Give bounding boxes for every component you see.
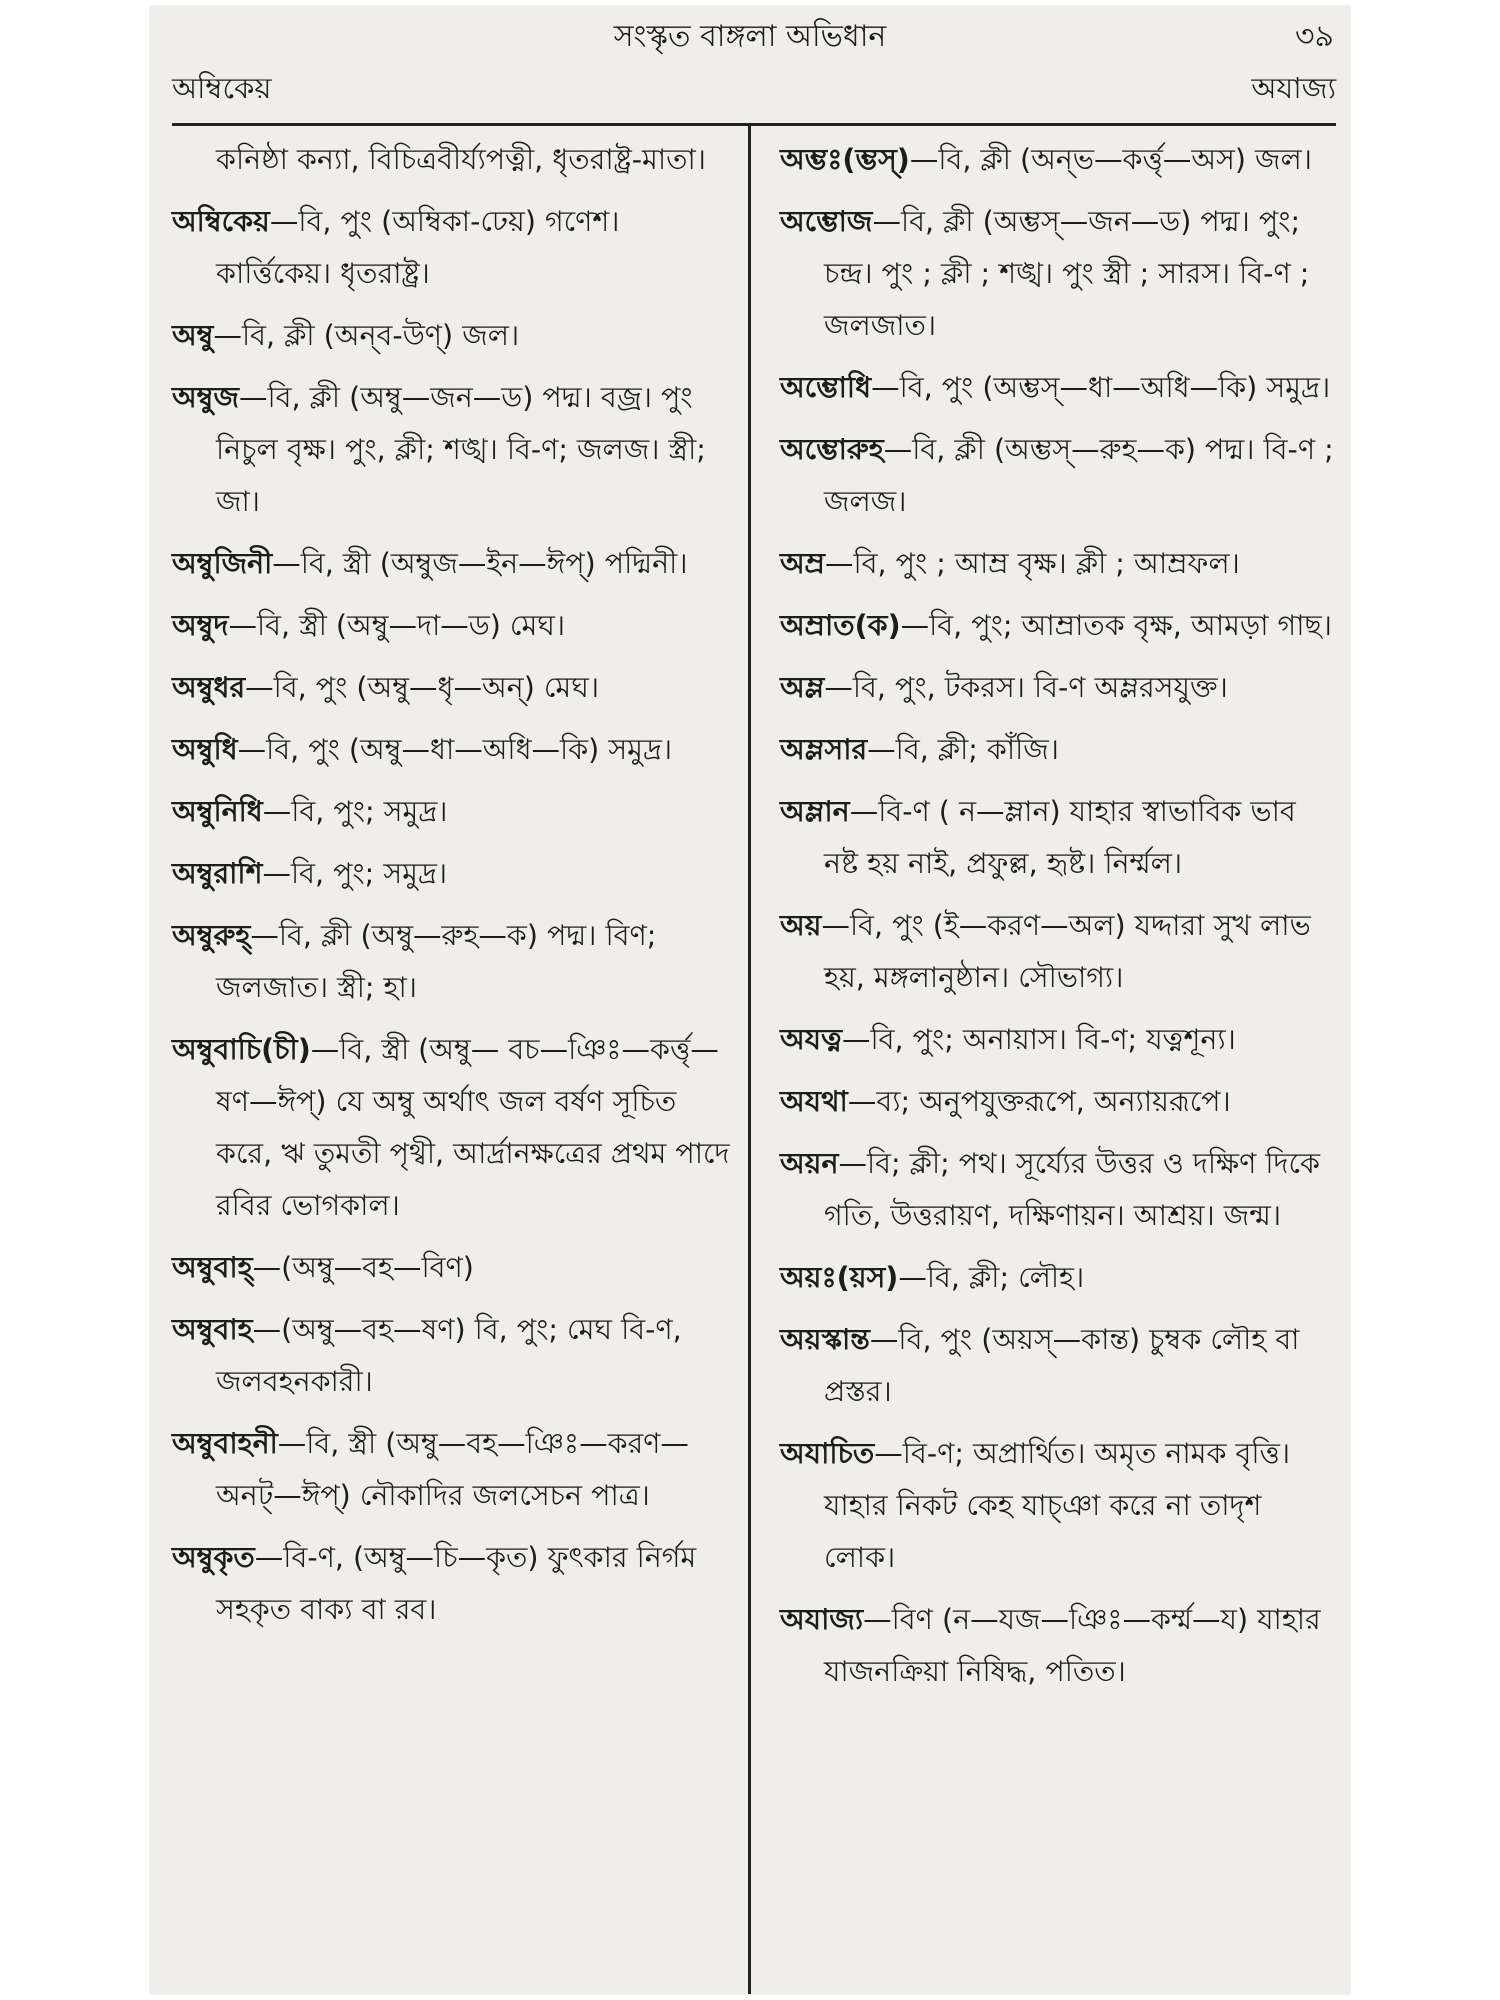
dictionary-entry xyxy=(780,1252,1336,1304)
dictionary-entry xyxy=(172,134,732,186)
headword: অযথা xyxy=(780,1085,848,1118)
guide-word-left: অম্বিকেয় xyxy=(172,71,272,105)
dictionary-entry xyxy=(172,1532,732,1636)
entry-text: —বি, পুং; সমুদ্র। xyxy=(262,795,448,828)
headword: অম্বুদ xyxy=(172,609,229,642)
entry-text: —বি, পুং ; আম্র বৃক্ষ। ক্লী ; আম্রফল। xyxy=(825,547,1240,580)
headword: অম্বুরুহ্‌ xyxy=(172,919,251,952)
entry-text: —বি, পুং (ই—করণ—অল) যদ্দারা সুখ লাভ হয়, মঙ্গলানুষ্ঠান। সৌভাগ্য। xyxy=(821,909,1311,994)
dictionary-entry xyxy=(780,1014,1336,1066)
dictionary-entry xyxy=(780,1314,1336,1418)
dictionary-entry xyxy=(780,1076,1336,1128)
headword: অম্বিকেয় xyxy=(172,205,270,238)
entry-text: —বি, ক্লী; কাঁজি। xyxy=(867,733,1059,766)
headword: অম্রাত(ক) xyxy=(780,609,901,642)
dictionary-entry xyxy=(780,134,1336,186)
guide-word-right: অযাজ্য xyxy=(1251,71,1336,105)
entry-text: —বি-ণ ( ন—ম্লান) যাহার স্বাভাবিক ভাব নষ্ট হয় নাই, প্রফুল্ল, হৃষ্ট। নির্ম্মল। xyxy=(824,795,1296,880)
headword: অম্ভোধি xyxy=(780,371,872,404)
entry-text: —বি, পুং; সমুদ্র। xyxy=(262,857,448,890)
headword: অযাচিত xyxy=(780,1437,875,1470)
entry-text: —(অম্বু—বহ—ষণ) বি, পুং; মেঘ বি-ণ, জলবহনকারী। xyxy=(216,1313,682,1398)
dictionary-entry xyxy=(172,310,732,362)
headword: অম্বুবাহনী xyxy=(172,1427,278,1460)
dictionary-entry xyxy=(172,1304,732,1408)
headword: অম্ল xyxy=(780,671,825,704)
dictionary-entry xyxy=(780,662,1336,714)
entry-text: —বি, পুং (অম্বু—ধৃ—অন্‌) মেঘ। xyxy=(245,671,600,704)
running-title: সংস্কৃত বাঙ্গলা অভিধান xyxy=(613,19,887,54)
entry-text: —বি-ণ; অপ্রার্থিত। অমৃত নামক বৃত্তি। যাহার নিকট কেহ যাচ্‌ঞা করে না তাদৃশ লোক। xyxy=(824,1437,1291,1574)
page-number: ৩৯ xyxy=(1295,19,1334,54)
entry-text: —বি, ক্লী (অন্‌ব-উণ্‌) জল। xyxy=(213,319,520,352)
entry-text: —বিণ (ন—যজ—ঞিঃ—কর্ম্ম—য) যাহার যাজনক্রিয়া নিষিদ্ধ, পতিত। xyxy=(824,1603,1321,1688)
headword: অম্বুধর xyxy=(172,671,246,704)
dictionary-entry xyxy=(780,362,1336,414)
entry-text: —বি-ণ, (অম্বু—চি—কৃত) ফুৎকার নির্গম সহকৃত বাক্য বা রব। xyxy=(216,1541,697,1626)
dictionary-entry xyxy=(172,1418,732,1522)
dictionary-entry xyxy=(172,786,732,838)
headword: অম্বু xyxy=(172,319,214,352)
headword: অম্লসার xyxy=(780,733,868,766)
dictionary-entry xyxy=(172,1024,732,1232)
headword: অম্বুরাশি xyxy=(172,857,263,890)
entry-text: —বি, পুং; অনায়াস। বি-ণ; যত্নশূন্য। xyxy=(842,1023,1236,1056)
entry-text: —বি, ক্লী (অম্বু—জন—ড) পদ্ম। বজ্র। পুং নিচুল বৃক্ষ। পুং, ক্লী; শঙ্খ। বি-ণ; জলজ। স্ত্রী; জা। xyxy=(216,381,706,518)
dictionary-entry xyxy=(172,538,732,590)
dictionary-entry xyxy=(780,600,1336,652)
headword: অয় xyxy=(780,909,822,942)
headword: অম্বুজিনী xyxy=(172,547,273,580)
entry-text: —বি, পুং; আম্রাতক বৃক্ষ, আমড়া গাছ। xyxy=(900,609,1332,642)
dictionary-entry xyxy=(172,724,732,776)
dictionary-entry xyxy=(172,662,732,714)
entry-text: —বি, পুং (অম্বু—ধা—অধি—কি) সমুদ্র। xyxy=(237,733,673,766)
headword: অযাজ্য xyxy=(780,1603,864,1636)
entry-text: —বি, স্ত্রী (অম্বু—দা—ড) মেঘ। xyxy=(228,609,566,642)
headword: অম্বুকৃত xyxy=(172,1541,255,1574)
headword: অম্ভোজ xyxy=(780,205,873,238)
dictionary-entry xyxy=(172,600,732,652)
headword: অম্র xyxy=(780,547,825,580)
dictionary-entry xyxy=(172,1242,732,1294)
dictionary-entry xyxy=(780,724,1336,776)
entry-text: —বি, ক্লী (অম্বু—রুহ—ক) পদ্ম। বিণ; জলজাত। স্ত্রী; হা। xyxy=(216,919,657,1004)
headword: অম্বুজ xyxy=(172,381,239,414)
header-rule xyxy=(172,123,1336,126)
entry-text: —(অম্বু—বহ—বিণ) xyxy=(252,1251,474,1284)
dictionary-entry xyxy=(780,1138,1336,1242)
dictionary-entry xyxy=(172,910,732,1014)
headword: অয়ন xyxy=(780,1147,839,1180)
headword: অযত্ন xyxy=(780,1023,843,1056)
entry-text: —বি, স্ত্রী (অম্বু—বহ—ঞিঃ—করণ—অনট্‌—ঈপ্‌) নৌকাদির জলসেচন পাত্র। xyxy=(216,1427,689,1512)
headword: অম্বুবাহ xyxy=(172,1313,253,1346)
headword: অম্ভঃ(ম্ভস্‌) xyxy=(780,143,910,176)
entry-text: —বি, পুং (অম্ভস্‌—ধা—অধি—কি) সমুদ্র। xyxy=(871,371,1331,404)
dictionary-entry xyxy=(780,786,1336,890)
entry-text: —ব্য; অনুপযুক্তরূপে, অন্যায়রূপে। xyxy=(847,1085,1231,1118)
headword: অম্ভোরুহ xyxy=(780,433,884,466)
entry-text: —বি, স্ত্রী (অম্বু— বচ—ঞিঃ—কর্ত্তৃ—ষণ—ঈপ্‌) যে অম্বু অর্থাৎ জল বর্ষণ সূচিত করে, ঋ তুমতী পৃথ্বী, আর্দ্রানক্ষত্রের প্রথম পাদে রবির ভোগকাল। xyxy=(216,1033,730,1222)
entry-text: —বি, পুং, টকরস। বি-ণ অম্লরসযুক্ত। xyxy=(824,671,1228,704)
entry-text: —বি, পুং (অয়স্‌—কান্ত) চুম্বক লৌহ বা প্রস্তর। xyxy=(824,1323,1300,1408)
entry-text: —বি; ক্লী; পথ। সূর্য্যের উত্তর ও দক্ষিণ দিকে গতি, উত্তরায়ণ, দক্ষিণায়ন। আশ্রয়। জন্ম। xyxy=(824,1147,1320,1232)
dictionary-entry xyxy=(780,196,1336,352)
dictionary-entry xyxy=(780,1428,1336,1584)
dictionary-entry xyxy=(172,196,732,300)
right-column xyxy=(780,134,1336,1708)
headword: অম্বুনিধি xyxy=(172,795,263,828)
column-divider xyxy=(748,125,751,1994)
entry-text: কনিষ্ঠা কন্যা, বিচিত্রবীর্য্যপত্নী, ধৃতরাষ্ট্র-মাতা। xyxy=(216,143,706,176)
entry-text: —বি, ক্লী (অম্ভস্‌—জন—ড) পদ্ম। পুং; চন্দ্র। পুং ; ক্লী ; শঙ্খ। পুং স্ত্রী ; সারস। বি-ণ ; জলজাত। xyxy=(824,205,1310,342)
dictionary-entry xyxy=(780,1594,1336,1698)
entry-text: —বি, ক্লী (অন্‌ভ—কর্ত্তৃ—অস) জল। xyxy=(909,143,1312,176)
headword: অম্বুবাচি(চী) xyxy=(172,1033,311,1066)
headword: অয়ঃ(য়স) xyxy=(780,1261,899,1294)
dictionary-entry xyxy=(780,424,1336,528)
headword: অম্লান xyxy=(780,795,850,828)
headword: অয়স্কান্ত xyxy=(780,1323,870,1356)
dictionary-entry xyxy=(172,372,732,528)
dictionary-entry xyxy=(172,848,732,900)
dictionary-entry xyxy=(780,900,1336,1004)
headword: অম্বুবাহ্‌ xyxy=(172,1251,253,1284)
left-column xyxy=(172,134,732,1646)
entry-text: —বি, স্ত্রী (অম্বুজ—ইন—ঈপ্‌) পদ্মিনী। xyxy=(272,547,688,580)
dictionary-page xyxy=(150,6,1350,1994)
entry-text: —বি, ক্লী (অম্ভস্‌—রুহ—ক) পদ্ম। বি-ণ ; জলজ। xyxy=(824,433,1334,518)
headword: অম্বুধি xyxy=(172,733,238,766)
entry-text: —বি, পুং (অম্বিকা-ঢেয়) গণেশ। কার্ত্তিকেয়। ধৃতরাষ্ট্র। xyxy=(216,205,620,290)
entry-text: —বি, ক্লী; লৌহ। xyxy=(898,1261,1085,1294)
dictionary-entry xyxy=(780,538,1336,590)
